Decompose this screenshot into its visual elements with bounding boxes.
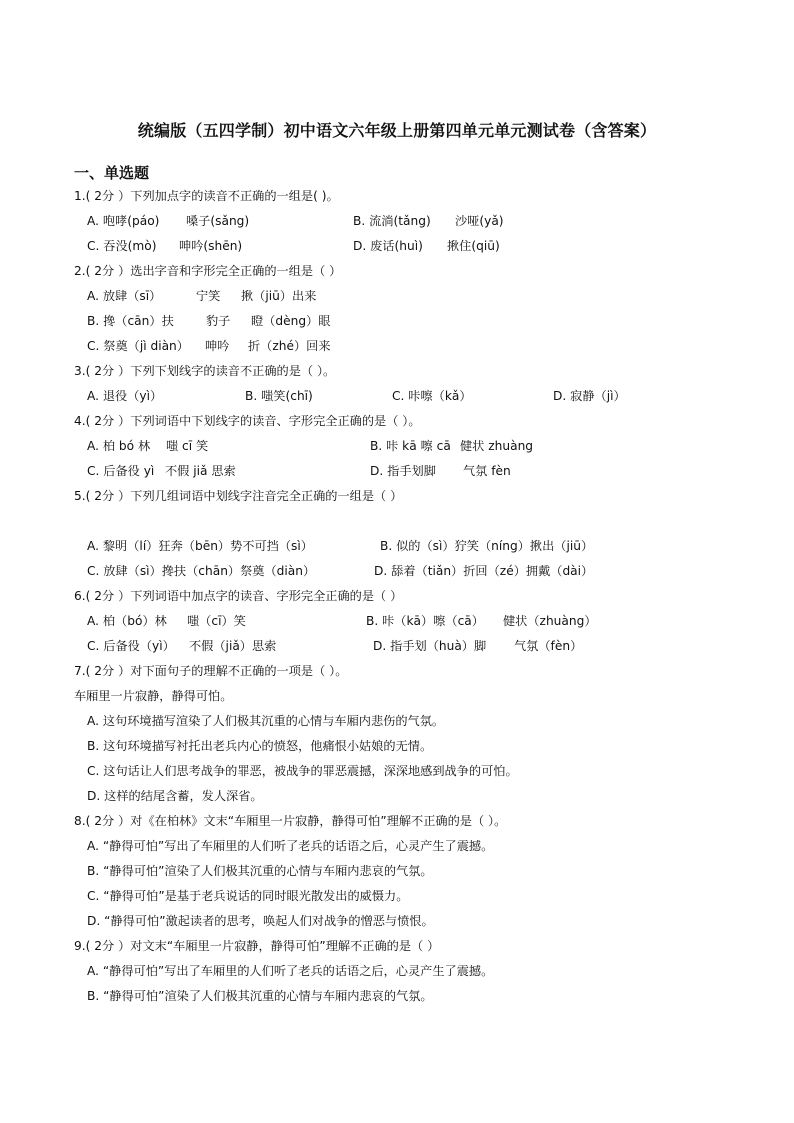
option-item: B. 咔（kā）嚓（cā） xyxy=(366,614,484,628)
option-item: 豹子 xyxy=(206,314,231,328)
option-item: 呻吟(shēn) xyxy=(179,239,243,253)
question-line: 4.( 2分 ）下列词语中下划线字的读音、字形完全正确的是（ ）。 xyxy=(74,414,421,428)
page-title: 统编版（五四学制）初中语文六年级上册第四单元单元测试卷（含答案） xyxy=(137,121,657,140)
option-item: 宁笑 xyxy=(196,289,221,303)
option-item: D. 指手划脚 xyxy=(370,464,436,478)
question-line: 7.( 2分 ）对下面句子的理解不正确的一项是（ ）。 xyxy=(74,664,348,678)
question-line: D. 这样的结尾含蓄，发人深省。 xyxy=(87,789,263,803)
question-line: 3.( 2分 ）下列下划线字的读音不正确的是（ ）。 xyxy=(74,364,336,378)
option-item: 健状（zhuàng） xyxy=(503,614,597,628)
option-item: 不假（jiǎ）思索 xyxy=(189,639,277,653)
question-line: 5.( 2分 ）下列几组词语中划线字注音完全正确的一组是（ ） xyxy=(74,489,403,503)
question-line: A. “静得可怕”写出了车厢里的人们听了老兵的话语之后，心灵产生了震撼。 xyxy=(87,839,494,853)
question-line: B. 搀（cān）扶 xyxy=(87,314,174,328)
question-line: A. 黎明（lí）狂奔（bēn）势不可挡（sì） xyxy=(87,539,313,553)
question-line: C. 这句话让人们思考战争的罪恶，被战争的罪恶震撼，深深地感到战争的可怕。 xyxy=(87,764,518,778)
question-line: A. 放肆（sī） xyxy=(87,289,162,303)
option-item: 气氛（fèn） xyxy=(514,639,583,653)
option-item: 折（zhé）回来 xyxy=(248,339,331,353)
question-line: C. 后备役（yì） xyxy=(87,639,175,653)
section-heading: 一、单选题 xyxy=(74,164,150,182)
question-line: 2.( 2分 ）选出字音和字形完全正确的一组是（ ） xyxy=(74,264,342,278)
option-item: 健状 zhuàng xyxy=(460,439,534,453)
option-item: D. 寂静（jì） xyxy=(553,389,626,403)
option-item: C. 咔嚓（kǎ） xyxy=(392,389,472,403)
option-item: 呻吟 xyxy=(205,339,230,353)
option-item: D. 废话(huì) xyxy=(353,239,423,253)
option-item: B. 流淌(tǎng) xyxy=(353,214,431,228)
option-item: 气氛 fèn xyxy=(463,464,511,478)
question-line: 6.( 2分 ）下列词语中加点字的读音、字形完全正确的是（ ） xyxy=(74,589,403,603)
option-item: B. 嗤笑(chī) xyxy=(245,389,313,403)
option-item: 不假 jiǎ 思索 xyxy=(165,464,236,478)
question-line: A. “静得可怕”写出了车厢里的人们听了老兵的话语之后，心灵产生了震撼。 xyxy=(87,964,494,978)
question-line: A. 柏 bó 林 xyxy=(87,439,151,453)
option-item: 嗤 cī 笑 xyxy=(166,439,209,453)
question-line: B. 这句环境描写衬托出老兵内心的愤怒，他痛恨小姑娘的无情。 xyxy=(87,739,433,753)
question-line: A. 咆哮(páo) xyxy=(87,214,160,228)
question-line: C. 放肆（sì）搀扶（chān）祭奠（diàn） xyxy=(87,564,316,578)
option-item: 嗤（cī）笑 xyxy=(187,614,246,628)
option-item: 揪住(qiū) xyxy=(447,239,500,253)
question-line: A. 这句环境描写渲染了人们极其沉重的心情与车厢内悲伤的气氛。 xyxy=(87,714,445,728)
option-item: 嗓子(sǎng) xyxy=(186,214,250,228)
option-item: B. 似的（sì）狞笑（níng）揪出（jiū） xyxy=(380,539,594,553)
question-line: C. 祭奠（jì diàn） xyxy=(87,339,189,353)
question-line: C. 吞没(mò) xyxy=(87,239,157,253)
question-line: D. “静得可怕”激起读者的思考，唤起人们对战争的憎恶与愤恨。 xyxy=(87,914,434,928)
question-line: B. “静得可怕”渲染了人们极其沉重的心情与车厢内悲哀的气氛。 xyxy=(87,864,433,878)
question-line: A. 退役（yì） xyxy=(87,389,163,403)
question-line: 8.( 2分 ）对《在柏林》文末“车厢里一片寂静，静得可怕”理解不正确的是（ ）。 xyxy=(74,814,507,828)
question-line: 车厢里一片寂静，静得可怕。 xyxy=(74,689,233,703)
option-item: 瞪（dèng）眼 xyxy=(251,314,331,328)
option-item: 沙哑(yǎ) xyxy=(455,214,504,228)
question-line: 9.( 2分 ）对文末“车厢里一片寂静，静得可怕”理解不正确的是（ ） xyxy=(74,939,440,953)
option-item: D. 指手划（huà）脚 xyxy=(373,639,487,653)
question-line: C. “静得可怕”是基于老兵说话的同时眼光散发出的威慑力。 xyxy=(87,889,409,903)
option-item: B. 咔 kā 嚓 cā xyxy=(370,439,451,453)
option-item: D. 舔着（tiǎn）折回（zé）拥戴（dài） xyxy=(374,564,594,578)
option-item: 揪（jiū）出来 xyxy=(241,289,317,303)
question-line: 1.( 2分 ）下列加点字的读音不正确的一组是( )。 xyxy=(74,189,339,203)
question-line: A. 柏（bó）林 xyxy=(87,614,167,628)
question-line: C. 后备役 yì xyxy=(87,464,155,478)
question-line: B. “静得可怕”渲染了人们极其沉重的心情与车厢内悲哀的气氛。 xyxy=(87,989,433,1003)
